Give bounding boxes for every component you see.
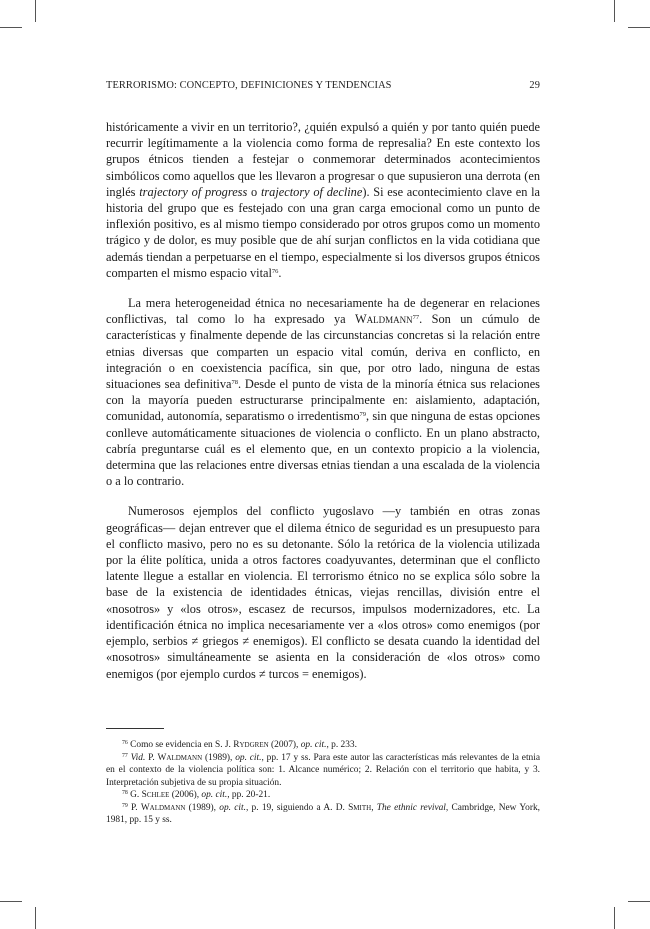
author-name: Waldmann bbox=[355, 312, 413, 327]
footnote-number: 79 bbox=[122, 802, 128, 809]
page-number: 29 bbox=[529, 80, 540, 91]
italic-text: trajectory of progress bbox=[139, 184, 248, 199]
text-run: (2006), bbox=[169, 790, 202, 800]
text-run: ). Si ese acontecimiento clave en la historia del grupo que es festejado con una gran carga emocional como un punto de inflexión positivo, es al mismo tiempo considerado por otros grupos como un momento trágico y de dolor, es muy posible que de ahí surjan conflictos en la vida cotidiana que además tiendan a perpetuarse en el tiempo, especialmente si los diversos grupos étnicos comparten el mismo espacio vital bbox=[106, 184, 541, 280]
footnote-ref: 76 bbox=[271, 267, 279, 275]
text-run: , p. 233. bbox=[326, 740, 357, 750]
text-run: P. bbox=[145, 752, 158, 763]
paragraph bbox=[106, 295, 540, 489]
footnote-ref: 79 bbox=[359, 411, 367, 419]
footnote-ref: 77 bbox=[412, 314, 420, 322]
crop-mark bbox=[628, 27, 650, 28]
text-run: , pp. 20-21. bbox=[227, 790, 271, 800]
crop-mark bbox=[614, 0, 615, 22]
text-run: o bbox=[247, 184, 261, 199]
text-run: . Desde el punto de vista de la minoría étnica sus relaciones con la mayoría pueden estructurarse principalmente en: aislamiento, adaptación, comunidad, autonomía, separatismo o irredentismo bbox=[106, 377, 540, 424]
body-text bbox=[106, 119, 540, 682]
author-name: Rydgren bbox=[233, 740, 269, 750]
text-run: . Son un cúmulo de características y finalmente depende de las circunstancias concretas si la relación entre etnias diversas que comparten un espacio vital común, deriva en conflicto, en integración o en coexistencia pacífica, sin que, por otro lado, ninguna de estas situaciones sea definitiva bbox=[106, 312, 540, 392]
text-run: La mera heterogeneidad étnica no necesariamente ha de degenerar en relaciones conflictivas, tal como lo ha expresado ya bbox=[106, 296, 540, 327]
text-run: (2007), bbox=[268, 740, 301, 750]
footnote-number: 76 bbox=[122, 740, 128, 746]
crop-mark bbox=[0, 27, 22, 28]
text-run: G. bbox=[127, 790, 142, 800]
text-run: , pp. 17 y ss. Para este autor las características más relevantes de la etnia en el contexto de la violencia política son: 1. Alcance numérico; 2. Relación con el territorio que habita, y 3. Interpretación subjetiva de su propia situación. bbox=[106, 752, 541, 788]
text-run: (1989), bbox=[202, 752, 236, 763]
author-name: Waldmann bbox=[157, 752, 203, 763]
text-run: , bbox=[371, 802, 377, 813]
footnote-number: 78 bbox=[122, 790, 128, 796]
running-title: TERRORISMO: CONCEPTO, DEFINICIONES Y TENDENCIAS bbox=[106, 80, 392, 91]
crop-mark bbox=[0, 901, 22, 902]
text-run: , p. 19, siguiendo a A. D. bbox=[245, 802, 349, 813]
text-run: Numerosos ejemplos del conflicto yugoslavo —y también en otras zonas geográficas— dejan entrever que el dilema étnico de seguridad es un presupuesto para el conflicto masivo, pero no es su detonante. Sólo la retórica de la violencia utilizada por la élite política, unida a otros factores coadyuvantes, determinan que el conflicto latente llegue a estallar en violencia. El terrorismo étnico no se explica sólo sobre la base de la existencia de identidades étnicas, viejas rencillas, división entre el «nosotros» y «los otros», escasez de recursos, impulsos modernizadores, etc. La identificación étnica no implica necesariamente ver a «los otros» como enemigos (por ejemplo, serbios ≠ griegos ≠ enemigos). El conflicto se desata cuando la identidad del «nosotros» simultáneamente se asienta en la consideración de «los otros» como enemigos (por ejemplo curdos ≠ turcos = enemigos). bbox=[106, 504, 540, 681]
author-name: Schlee bbox=[141, 790, 170, 800]
text-run: , sin que ninguna de estas opciones conlleve automáticamente situaciones de violencia o conflicto. En un plano abstracto, cabría preguntarse cuál es el elemento que, en un contexto propicio a la violencia, determina que las relaciones entre diversas etnias tiendan a una escalada de la violencia o a lo contrario. bbox=[106, 409, 540, 489]
text-run: P. bbox=[127, 802, 141, 813]
italic-text: op. cit. bbox=[219, 802, 246, 813]
crop-mark bbox=[628, 901, 650, 902]
paragraph bbox=[106, 119, 540, 281]
footnotes bbox=[106, 739, 540, 827]
text-run: Como se evidencia en S. J. bbox=[127, 740, 234, 750]
author-name: Waldmann bbox=[140, 802, 186, 813]
italic-text: op. cit. bbox=[201, 790, 228, 800]
crop-mark bbox=[614, 907, 615, 929]
crop-mark bbox=[35, 907, 36, 929]
footnote bbox=[106, 789, 540, 802]
footnote bbox=[106, 752, 540, 790]
paragraph bbox=[106, 503, 540, 681]
footnote bbox=[106, 739, 540, 752]
text-run: . bbox=[278, 265, 282, 280]
footnote-ref: 78 bbox=[231, 379, 239, 387]
italic-text: Vid. bbox=[130, 752, 146, 763]
italic-text: The ethnic revival bbox=[376, 802, 446, 813]
italic-text: trajectory of decline bbox=[260, 184, 363, 199]
footnote bbox=[106, 802, 540, 827]
footnote-rule bbox=[106, 728, 164, 729]
crop-mark bbox=[35, 0, 36, 22]
text-run: (1989), bbox=[185, 802, 220, 813]
italic-text: op. cit. bbox=[235, 752, 262, 763]
text-run: históricamente a vivir en un territorio?, ¿quién expulsó a quién y por tanto quién puede recurrir legítimamente a la violencia como forma de represalia? En este contexto los grupos étnicos tienden a festejar o conmemorar determinados acontecimientos simbólicos como aquellos que les llevaron a progresar o que supusieron una derrota (en inglés bbox=[106, 120, 540, 199]
text-run: , Cambridge, New York, 1981, pp. 15 y ss. bbox=[106, 802, 541, 825]
author-name: Smith bbox=[348, 802, 372, 813]
italic-text: op. cit. bbox=[300, 740, 327, 750]
footnote-number: 77 bbox=[122, 752, 128, 759]
